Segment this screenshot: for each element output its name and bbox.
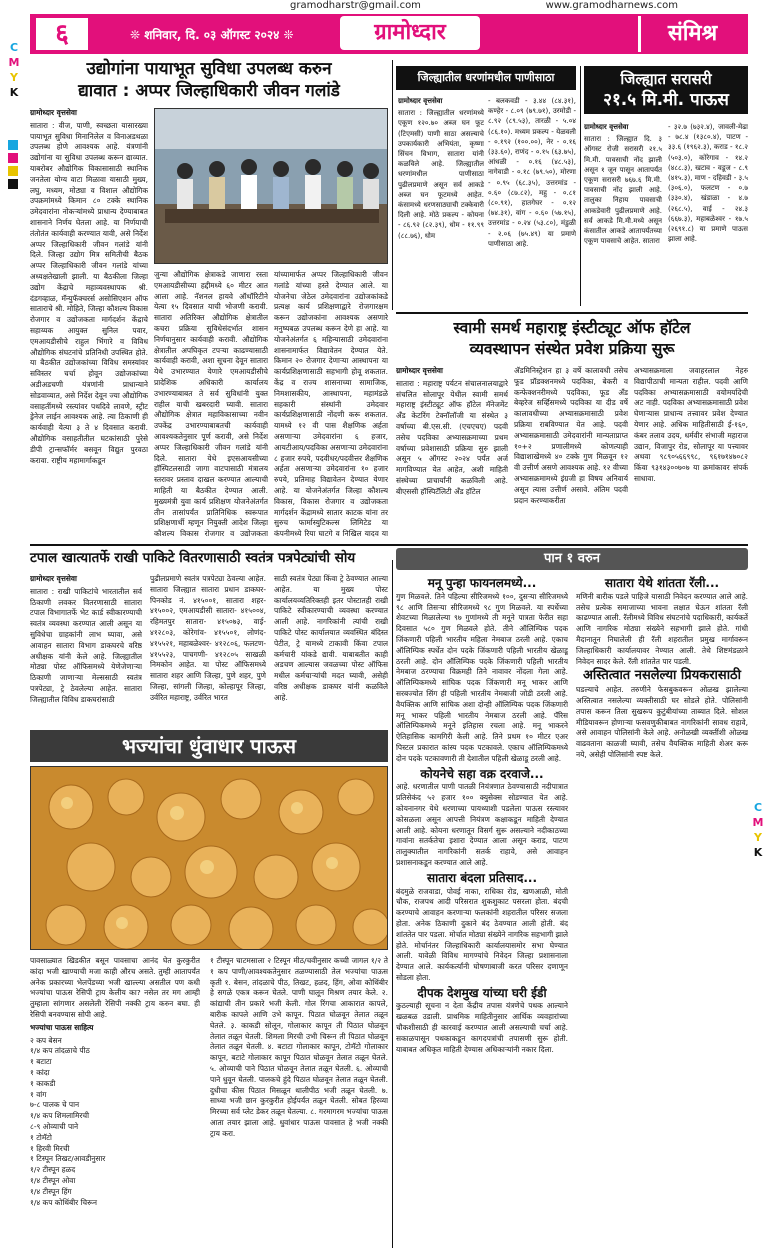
ingredient-item: १ वांग [30,1089,47,1099]
post-col-1-text: सातारा : राखी पाकिटांचे भारतातील सर्व ठिकाणी लवकर वितरणासाठी सातारा टपाल विभागातर्फे भेट कार्ड स्वीकारण्याची स्वतंत्र व्यवस्था करण्यात आली असून या सुविधेचा ग्राहकांनी लाभ घ्यावा, असे आवाहन सातारा विभाग डाकघरचे वरिष्ठ अधीक्षक यांनी केले आहे. जिल्ह्यातील मोठ्या पोस्ट ऑफिसमध्ये येणेजेणाऱ्या ठिकाणी जाणाऱ्या मेल्ससाठी स्वतंत्र पत्रपेट्या, ट्रे ठेवलेल्या आहेत. सातारा जिल्ह्यातील विविध डाकघरांसाठी [30,586,142,704]
hotel-col-2 [514,366,628,542]
ingredient-item: १ काकडी [30,1078,56,1088]
story-infra [30,58,388,538]
post-col-3 [274,574,388,726]
rally-head: सातारा येथे शांतता रॅली... [604,576,720,590]
recipe-photo [30,766,388,950]
hotel-col-1 [396,366,508,542]
page-number: ६ [34,16,90,52]
rainfall-box [584,66,748,306]
continued-col-2 [576,574,748,1248]
continued-col-1 [396,574,568,1248]
satara-bandh-head: सातारा बंदला प्रतिसाद... [426,870,538,885]
rain-col-1 [584,122,662,306]
hotel-col-3 [634,366,748,542]
infra-headline-2: द्यावात : अप्पर जिल्हाधिकारी जीवन गलांडे [78,81,340,101]
cmyk-y: Y [10,71,18,84]
ingredient-item: १ हिरवी मिरची [30,1143,70,1153]
recipe-box [30,730,388,1248]
ingredient-item: ८-९ ओव्याची पाने [30,1121,79,1131]
divider-h-post [30,544,748,546]
hotel-col-2-text: ॲडमिनिस्ट्रेशन हा ३ वर्षे कालावधी तसेच फूड प्रॉडक्शनमध्ये पदविका, बेकरी व कन्फेक्शनरीमध्ये पदविका, फूड अँड बेव्हरेज सर्व्हिसमध्ये पदविका या दीड वर्षे कालावधीच्या अभ्यासक्रमासाठी प्रवेश प्रक्रिया राबविण्यात येत आहे. पदवी अभ्यासक्रमासाठी उमेदवारांनी मान्यताप्राप्त १०+२ प्रणालीमध्ये कोणत्याही विद्याशाखेमध्ये ४० टक्के गुण मिळवून १२ वी उत्तीर्ण असणे आवश्यक आहे. १२ वीच्या अभ्यासक्रमामध्ये इंग्रजी हा विषय अनिवार्य असून त्यास उत्तीर्ण असावे. अंतिम पदवी प्रदान करण्याकरीता [514,366,628,505]
ed-text: कुठल्याही सूचना न देता केंद्रीय तपास यंत्रणेचे पथक आल्याने खळबळ उडाली. प्राथमिक माहितीनुसार आर्थिक व्यवहारांच्या चौकशीसाठी ही कारवाई करण्यात आली असल्याची चर्चा आहे. सकाळपासून पथकाकडून कागदपत्रांची तपासणी सुरू होती. याबाबत अधिकृत माहिती देण्यास अधिकाऱ्यांनी नकार दिला. [396,1001,568,1054]
recipe-col-1 [30,956,200,1248]
ingredient-item: १/४ कप कोथिंबीर चिरून [30,1197,97,1207]
recipe-ingredient-list [30,1036,200,1209]
satara-bandh-text: बंदमुळे राजवाडा, पोवई नाका, राधिका रोड, खणआळी, मोती चौक, राजपथ आदी परिसरात शुकशुकाट पसरला होता. बंदची करण्याचे आवाहन करणाऱ्या फलकांनी शहरातील परिसर सजला होता. अनेक ठिकाणी दुकाने बंद ठेवण्यात आली होती. बंद शांततेत पार पडला. मोर्चात मोठ्या संख्येने नागरिक सहभागी झाले होते. मोर्चानंतर जिल्हाधिकारी कार्यालयासमोर सभा घेण्यात आली. यावेळी विविध मागण्यांचे निवेदन जिल्हा प्रशासनाला देण्यात आले. कार्यकर्त्यांनी घोषणाबाजी करत परिसर दणाणून सोडला होता. [396,886,568,982]
manu-text: गुण मिळवले. तिने पहिल्या सीरिजमध्ये १००, दुसऱ्या सीरिजमध्ये ९८ आणि तिसऱ्या सीरिजमध्ये ९८ गुण मिळवले. या स्पर्धेच्या शेवटच्या मिळालेल्या ९७ गुणांमध्ये ती मनूने पात्रता फेरीत सहा दिवसात ५८० गुण मिळवले होते. तीने ऑलिम्पिक पदक जिंकणारी पहिली भारतीय महिला नेमबाज ठरली आहे. एकाच ऑलिम्पिक स्पर्धेत दोन पदके जिंकणारी पहिली भारतीय खेळाडू ठरली आहे. दोन ऑलिम्पिक पदके जिंकणारी पहिली भारतीय नेमबाज ठरण्याचा विक्रमही तिने नावावर नोंदला गेला आहे. ऑलिम्पिकमध्ये सांघिक पदक जिंकणारी मनू भाकर आणि सरबज्योत सिंग ही पहिली भारतीय नेमबाजी जोडी ठरली आहे. वैयक्तिक आणि सांघिक अशा दोन्ही ऑलिम्पिक पदक जिंकणारी मनू भाकर पहिली भारतीय नेमबाज ठरली आहे. पॅरिस ऑलिम्पिकमध्ये मनूने इतिहास रचला आहे. मनू भाकरने ऐतिहासिक कामगिरी केली आहे. तिने प्रथम १० मीटर एअर पिस्टल प्रकारात कांस्य पदक पटकावले. एकाच ऑलिम्पिकमध्ये दोन पदके पटकावणारी ती देशातील पहिली खेळाडू ठरली आहे. [396,591,568,763]
cmyk-k: K [9,86,19,99]
post-col-3-text: साठी स्वतंत्र पेट्या किंवा ट्रे ठेवण्यात आल्या आहेत. या मुख्य पोस्ट कार्यालयव्यतिरिक्तही इतर पोस्टातही राखी पाकिटे स्वीकारण्याची व्यवस्था करण्यात आली आहे. नागरिकांनी त्यांची राखी पाकिटे पोस्ट कार्यालयात व्यवस्थित बंदिस्त पेटीत, ट्रे यामध्ये टाकावी किंवा टपाल कर्मचारी यांकडे द्यावी. याबाबतीत काही अडचण आल्यास जवळच्या पोस्ट ऑफिस मधील कर्मचाऱ्यांची मदत घ्यावी, असेही वरिष्ठ अधीक्षक डाकघर यांनी कळविले आहे. [274,574,388,702]
dam-storage-title: जिल्ह्यातील धरणांमधील पाणीसाठा [396,66,576,90]
post-col-1 [30,574,142,726]
cmyk-marks-right [752,800,764,860]
rainfall-title-block [584,66,748,114]
cmyk-y-right: Y [754,831,762,844]
post-headline: टपाल खात्यातर्फे राखी पाकिटे वितरणासाठी स्वतंत्र पत्रपेट्यांची सोय [30,550,356,566]
divider-vertical-top [392,60,393,310]
ed-head: दीपक देशमुख यांच्या घरी ईडी [417,985,547,1000]
cmyk-c: C [9,41,19,54]
rainfall-title-2: २१.५ मि.मी. पाऊस [603,90,729,110]
cmyk-m: M [8,56,20,69]
manu-head: मनू पुन्हा फायनलमध्ये... [427,576,537,590]
continued-banner: पान १ वरुन [396,548,748,570]
brand-logo: ग्रामोध्दार [340,16,480,50]
ingredient-item: १/२ टीस्पून हळद [30,1165,76,1175]
recipe-method: १ टीस्पून चाटमसाला २ टिस्पून मीठ/चवीनुसार कच्ची जागल १/२ ते १ कप पाणी/आवश्यकतेनुसार तळण्यासाठी तेल भज्यांचा पाऊस कृती १. बेसन, तांदळाचे पीठ, तिखट, हळद, हिंग, ओवा कोथिंबीर हे सगळे एकत्र करून घेतले. पाणी घालून मिश्रण तयार केले. २. कांद्याची तीन प्रकारे भजी केली. गोल रिंगचा आकारात कापले, बारीक कापले आणि उभे कापून. पिठात घोळवून तेलात तळून घेतले. ३. काकडी सोलून, गोलाकार कापून ती पिठात घोळवून तेलात तळून घेतली. शिमला मिरची उभी चिरून ती पिठात घोळवून तेलात तळून घेतली. ४. बटाटा गोलाकार कापून, टोमॅटो गोलाकार कापून, बटाटे गोलाकार कापून पिठात घोळवून तेलात तळून घेतले. ५. ओव्याची पाने पिठात घोळवून तेलात तळून घेतली. ६. ओव्याची पाने धुवून घेतली. पालकचे हुंदे पिठात घोळवून तेलात तळून घेतली. दुधीचा कीस पिठात मिसळून थालीपीठ भजी तळून घेतली. ७. साध्या भजी छान कुरकुरीत होईपर्यंत तळून घेतली. सोबत हिरव्या मिरच्या सर्व प्लेट डेकर तळून घेतल्या. ८. गरमागरम भज्यांचा पाऊस आता तयार झाला आहे. धुवांधार पाऊस पावसात हे भजी नक्की ट्राय करा. [210,956,388,1138]
recipe-intro: पावसाळ्यात खिडकीत बसून पावसाचा आनंद घेत कुरकुरीत कांदा भजी खाण्याची मजा काही औरच असते. तुम्ही आतापर्यंत अनेक प्रकारच्या भेलपेंडच्या भजी खाल्ल्या असतील पण कधी भज्यांचा पाऊस रेसिपी ट्राय केलीय का? नसेल तर मग आम्ही तुम्हाला सांगणार असलेली रेसिपी नक्की ट्राय करुन बघा. ही रेसिपी बनवण्यास सोपी आहे. [30,956,200,1019]
infra-col-3 [274,270,388,538]
divider-h-hotel [396,312,748,314]
date-line: ❊ शनिवार, दि. ०३ ऑगस्ट २०२४ ❊ [130,28,294,42]
dam-byline: ग्रामोध्दार वृत्तसेवा [398,97,443,105]
cmyk-k-right: K [753,846,763,859]
infra-headline-1: उद्योगांना पायाभूत सुविधा उपलब्ध करुन [86,59,332,79]
infra-col-1-text: सातारा : वीज, पाणी, स्वच्छता यासारख्या पायाभूत सुविधा मिनानिलेल व विनाअडथळा उपलब्ध होणे आवश्यक आहे. यंत्रणांनी उद्योगांना या सुविधा उपलब्ध करून द्याव्यात. याबरोबर औद्योगिक विकासासाठी स्थानिक जनतेला योग्य वाटा मिळावा यासाठी मुख्य, लघु, मध्यम, मोठ्या व विशाल औद्योगिक उपक्रमांमध्ये किमान ८० टक्के स्थानिक उमेदवारांना नोकऱ्यांमध्ये प्राधान्य देण्याबाबत शासनाने निर्णय घेतला आहे. या निर्णयाची तंतोतंत कार्यवाही करण्यात यावी, असे निर्देश अप्पर जिल्हाधिकारी जीवन गलांडे यांनी दिले. जिल्हा उद्योग मित्र समितीची बैठक अप्पर जिल्हाधिकारी जीवन गलांडे यांच्या अध्यक्षतेखाली झाली. या बैठकीला जिल्हा उद्योग केंद्राचे महाव्यवस्थापक श्री. दंडगव्हाळ, मॅन्युफॅक्चरर्स असोसिएशन ऑफ साताराचे श्री. मोहिते, जिल्हा कौशल्य विकास रोजगार व उद्योजकता मार्गदर्शन केंद्राचे सहाय्यक आयुक्त सुनिल पवार, एमआयडीसीचे राहुल भिंगारे व विविध औद्योगिक संघटनांचे प्रतिनिधी उपस्थित होते. या बैठकीत उद्योजकांच्या विविध समस्यांवर सविस्तर चर्चा होवून उद्योजकांच्या अडीअडचणी यंत्रणांनी प्राधान्याने सोडवाव्यात, असे निर्देश देवून ज्या औद्योगिक वसाहतींमध्ये रस्त्यांवर पथदिवे लावणे, स्ट्रीट ड्रेनेज लाईन आवश्यक आहे. त्या ठिकाणी ही कार्यवाही येत्या ३ ते ४ दिवसात करावी. औद्योगिक वसाहतीतील घटकांसाठी पुरेसे डीपी ट्रान्सफॉर्मर बसवून विद्युत पुरवठा करावा. राष्ट्रीय महामार्गाकडून [30,120,148,465]
email-text: gramodharstr@gmail.com [290,0,421,11]
cmyk-marks-left [8,40,20,100]
ingredient-item: १ टोमॅटो [30,1132,52,1142]
infra-byline: ग्रामोध्दार वृत्तसेवा [30,108,77,117]
top-line [30,0,758,12]
ingredient-item: १/४ कप तांदळाचे पीठ [30,1046,90,1056]
recipe-title: भज्यांचा धुंवाधार पाऊस [30,730,388,762]
hotel-col-3-text: अभ्यासक्रमाला जवाहरलाल नेहरु विद्यापीठाची मान्यता राहील. पदवी आणि पदविका अभ्यासक्रमासाठी वयोमर्यादेची अट नाही. पदविका अभ्यासक्रमासाठी प्रवेश घेणाऱ्यास प्राधान्य तत्त्वावर प्रवेश देण्यात येणार आहे. अधिक माहितीसाठी ई-१६०, कंबर तलाव उदय, धर्मवीर संभाजी महाराज उद्यान, विजापुर रोड, सोलापूर या पत्त्यावर अथवा ९८९०५६६९९८, ९६१७१४७०८२ किंवा ९३१४३००७०७ या क्रमांकावर संपर्क साधावा. [634,366,748,483]
rally-text: मणिनी बारीक पडले पाहिजे यासाठी निवेदन करण्यात आले आहे. तसेच प्रत्येक समाजाच्या भावना लक्षात घेऊन शांतता रॅली काढण्यात आली. रॅलीमध्ये विविध संघटनांचे पदाधिकारी, कार्यकर्ते आणि नागरिक मोठ्या संख्येने सहभागी झाले होते. गांधी मैदानातून निघालेली ही रॅली शहरातील प्रमुख मार्गावरून जिल्हाधिकारी कार्यालयावर नेण्यात आली. तेथे शिष्टमंडळाने निवेदन सादर केले. रॅली शांततेत पार पडली. [576,591,748,666]
ingredient-item: १ टिस्पून तिखट/आवडीनुसार [30,1154,106,1164]
hotel-byline: ग्रामोध्दार वृत्तसेवा [396,366,443,375]
rain-col-2 [668,122,748,306]
ingredient-item: ७-८ पालक चे पान [30,1100,80,1110]
continued-section [396,548,748,1248]
rainfall-title-1: जिल्ह्यात सरासरी [620,70,712,88]
ingredient-item: १/४ टीस्पून हिंग [30,1186,72,1196]
dam-storage-box [396,66,576,306]
fritters-photo-illustration [31,767,388,950]
infra-col-2 [154,270,268,538]
post-col-2-text: पुढीलप्रमाणे स्वतंत्र पत्रपेट्या ठेवल्या आहेत. सातारा जिल्ह्यात सातारा प्रधान डाकघर- पिनकोड नं. ४१५००१, सातारा शहर- ४१५००२, एमआयडीसी सातारा- ४१५००४, रहिमतपुर सातारा- ४१५०७३, वाई- ४१२८०३, कोरेगांव- ४१५५०१, लोणंद- ४१५५२१, महाबळेश्वर- ४१२८०६, फलटण- ४१५५२३, पाचगणी- ४१२८०५ साखळी निमकोन आहेत. या पोस्ट ऑफिसमध्ये सातारा शहर आणि जिल्हा, पुणे शहर, पुणे जिल्हा, सांगली जिल्हा, कोल्हापूर जिल्हा, उर्वरित महाराष्ट्र, उर्वरित भारत [150,574,266,702]
dam-col-1-text: सातारा : जिल्ह्यातील धरणांमध्ये एकूण १२०.७० अब्ज घन फूट (टिएमसी) पाणी साठा असल्याचे उपकार्यकारी अभियंता, कृष्णा सिंचन विभाग, सातारा यांनी कळविले आहे. जिल्ह्यातील धरणांमधील पाणीसाठा पुढीलप्रमाणे असून सर्व आकडे अब्ज घन फूटमध्ये आहेत. कंसामध्ये धरणसाठ्याची टक्केवारी दिली आहे. मोठे प्रकल्प - कोयना - ८६.९२ (८२.३९), धोम - ११.९९ (८८.७६), धोम [398,109,484,240]
ingredient-item: २ कप बेसन [30,1035,62,1045]
ingredient-item: १ कांदा [30,1067,50,1077]
rain-col-1-text: सातारा : जिल्ह्यात दि. ३ ऑगस्ट रोजी सरासरी २१.५ मि.मी. पावसाची नोंद झाली असून १ जून पासून आतापर्यंत एकूण सरासरी ७६७.६ मि.मी. पावसाची नोंद झाली आहे. तालुका निहाय पावसाची आकडेवारी पुढीलप्रमाणे आहे. सर्व आकडे मि.मी.मध्ये असून कंसातील आकडे आतापर्यंतच्या एकूण पावसाचे आहेत. सातारा [584,135,662,246]
infra-col-3-text: यांच्यामार्फत अप्पर जिल्हाधिकारी जीवन गलांडे यांच्या हस्ते देण्यात आले. या योजनेचा जेठेल उमेदवारांना उद्योजकांकडे प्रत्यक्ष कार्य प्रशिक्षणाद्वारे रोजगारक्षम करून उद्योजकांना आवश्यक असणारे मनुष्यबळ उपलब्ध करून देणे हा आहे. या योजनेअंतर्गत ६ महिन्यासाठी उमेदवारांना शासनामार्फत विद्यावेतन देण्यात येते. किमान २० रोजगार देणाऱ्या आस्थापना या कार्यप्रशिक्षणासाठी सहभागी होवू शकतात. केंद्र व राज्य शासनाच्या सामाजिक, निमशासकीय, आस्थापना, महामंडळे सहकारी संस्थांनी उमेदवार कार्यप्रशिक्षणासाठी नोंदणी करू शकतात. यामध्ये १२ वी पास शैक्षणिक अर्हता असणाऱ्या उमेदवारांना ६ हजार, आयटीआय/पदविका असणाऱ्या उमेदवारांना ८ हजार रुपये, पदवीधर/पदवीत्तर शैक्षणिक अर्हता असणाऱ्या उमेदवारांना १० हजार रुपये, प्रतिमाह विद्यावेतन देण्यात येणार आहे. या योजनेअंतर्गत जिल्हा कौशल्य विकास, विकास रोजगार व उद्योजकता मार्गदर्शन केंद्रामध्ये सातार काटक यांना तर सुरुच फार्मास्युटिकल्स लिमिटेड या कंपनीमध्ये रिया घाटगे व निखिल यादव या [274,270,388,538]
hotel-col-1-text: सातारा : महाराष्ट्र पर्यटन संचालनालयाद्वारे संचलित सोलापूर येथील स्वामी समर्थ महाराष्ट्र इंस्टीट्यूट ऑफ हॉटेल मॅनेजमेंट अँड केटरिंग टेक्नॉलॉजी या संस्थेत ३ वर्षाच्या बी.एस.सी. (एचएचए) पदवी तसेच पदविका अभ्यासक्रमाच्या प्रथम वर्षाच्या प्रवेशासाठी प्रक्रिया सुरु झाली असून ५ ऑगस्ट २०२४ पर्यंत अर्ज मागविण्यात येत आहेत, अशी माहिती संस्थेच्या प्राचार्यांनी कळविली आहे. बीएससी हॉस्पिटॅलिटी अँड हॉटेल [396,378,508,496]
recipe-ingredients-title: भज्यांचा पाऊस साहित्य [30,1022,94,1032]
website-text: www.gramodharnews.com [545,0,678,11]
divider-vertical-rain [580,66,581,306]
story-post [30,548,388,726]
ingredient-item: १ बटाटा [30,1057,52,1067]
post-byline: ग्रामोध्दार वृत्तसेवा [30,574,77,583]
color-swatches-left [8,140,18,189]
koyna-text: आहे. धरणातील पाणी पातळी नियंत्रणात ठेवण्यासाठी नदीपात्रात प्रतिसेकंद ५२ हजार १०० क्युसेक्स सोडण्यात येत आहे. कोयनानगर येथे धरणाच्या पायथ्याशी पडलेला पाऊस रस्त्यावर कोसळला असून आपत्ती नियंत्रण कक्षाकडून माहिती देण्यात आली आहे. कोयना धरणातून विसर्ग सुरू असल्याने नदीकाठच्या गावांना सतर्कतेचा इशारा देण्यात आला असून कराड, पाटण तालुक्यातील नागरिकांनी सतर्क राहावे, असे आवाहन प्रशासनाकडून करण्यात आले आहे. [396,782,568,867]
rain-col-2-text: - ३२.७ (७३२.४), जावली-मेढा - ७८.४ (१३८०.४), पाटण - ३३.६ (१९६२.३), कराड - १८.२ (५०३.०), कोरेगाव - १४.२ (४८८.३), खटाव - वडूज - ८.९ (४१५.३), माण - दहिवडी - ३.५ (३०६.०), फलटण - ०.७ (३३०.४), खंडाळा - ४.७ (२६८.५), वाई - २४.३ (६६७.३), महाबळेश्वर - १७.५ (२६९१.८) या प्रमाणे पाऊस झाला आहे. [668,123,748,244]
ingredient-item: १/४ कप शिमलामिरची [30,1111,89,1121]
section-name: संमिश्र [638,16,744,52]
ingredient-item: १/४ टीस्पून ओवा [30,1175,76,1185]
cmyk-m-right: M [752,816,764,829]
rain-byline: ग्रामोध्दार वृत्तसेवा [584,123,629,131]
meeting-photo-illustration [155,109,388,264]
post-col-2 [150,574,266,726]
dam-col-1 [398,96,484,306]
hotel-headline-2: व्यवस्थापन संस्थेत प्रवेश प्रक्रिया सुरू [469,340,675,358]
koyna-head: कोयनेचे सहा वक्र दरवाजे... [420,766,544,781]
masthead [30,14,748,54]
hotel-headline-1: स्वामी समर्थ महाराष्ट्र इंस्टीट्यूट ऑफ हॉटेल [453,319,691,337]
recipe-col-2 [210,956,388,1248]
infra-col-1 [30,108,148,538]
dam-col-2 [488,96,576,306]
cmyk-c-right: C [753,801,763,814]
dam-col-2-text: - बलकवडी - ३.४४ (८४.३१), कण्हेर - ८.०९ (७९.७१), उरमोडी - ८.९२ (८९.५३), तारळी - ५.०४ (८६.१०). मध्यम प्रकल्प - येळवली - ०.१९२ (१००.००), नेर - ०.१६ (३३.६०), राणंद - ०.१५ (६३.७५), आंधळी - ०.१६ (४८.५३), नागेवाडी - ०.१८ (७९.५०), मोरणा - ०.९५ (६८.३५), उत्तरमांड - ०.६० (८७.८२), महु - ०.८१ (८०.९१), हातगेघर - ०.१२ (७४.३१), वांग - ०.६० (५७.१५), उत्तरमांड - ०.२४ (५३.८०), मंडुळी - २.०६ (७५.४९) या प्रमाणे पाणीसाठा आहे. [488,97,576,248]
lover-text: घडल्याचे आहेत. तरुणीने फेसबुकवरून ओळख झालेल्या अस्तित्वात नसलेल्या व्यक्तीसाठी घर सोडले होते. पोलिसांनी तपास करून तिला सुखरूप कुटुंबीयांच्या ताब्यात दिले. सोशल मीडियावरून होणाऱ्या फसवणुकीबाबत नागरिकांनी सावध राहावे, असे आवाहन पोलिसांनी केले आहे. अनोळखी व्यक्तींशी ओळख वाढवताना काळजी घ्यावी, तसेच वैयक्तिक माहिती शेअर करू नये, असेही पोलिसांनी स्पष्ट केले. [576,685,748,759]
infra-photo [154,108,388,264]
lover-head: अस्तित्वात नसलेल्या प्रियकरासाठी [583,668,741,684]
story-hotel [396,318,748,542]
divider-vertical-bottom [392,560,393,1248]
infra-col-2-text: जुन्या औद्योगिक क्षेत्राकडे जाणारा रस्ता एमआयडीसीच्या हद्दीमध्ये ६० मीटर आत आला आहे. नॅशनल हायवे ऑथॉरिटीने येत्या १५ दिवसात याची भोजणी करावी. सातारा अतिरिक्त औद्योगिक क्षेत्रातील कचरा प्रक्रिया सुविधेसंदर्भात शासन निर्णयानुसार कार्यवाही करावी. औद्योगिक क्षेत्रातील अपघिकृत टपऱ्या काढण्यासाठी कार्यवाही करावी, अशा सूचना देवून सातारा येथे उभारण्यात येणारे एमआयडीसीचे प्रादेशिक अधिकारी कार्यालय उभारण्याबाबत ते सर्व सुविधांनी युक्त राहील याची खबरदारी घ्यावी. सातारा औद्योगिक क्षेत्रात महाविकासाच्या नवीन उपकेंद्र उभारण्याबाबतची कार्यवाही आवश्यकतेनुसार पूर्ण करावी, असे निर्देश अप्पर जिल्हाधिकारी जीवन गलांडे यांनी दिले. सातारा येथे इएसआयसीच्या हॉस्पिटलसाठी जागा वाटपासाठी मंत्रालय स्तरावर प्रस्ताव दाखल करण्यात आल्याची माहिती या बैठकीत देण्यात आली. मुख्यमंत्री युवा कार्य प्रशिक्षण योजनेअंतर्गत तीन तासांपर्यंत प्रातिनिधिक स्वरूपात प्रशिक्षणार्थी म्हणून नियुक्ती आदेश जिल्हा कौशल्य विकास रोजगार व उद्योजकता [154,270,268,538]
